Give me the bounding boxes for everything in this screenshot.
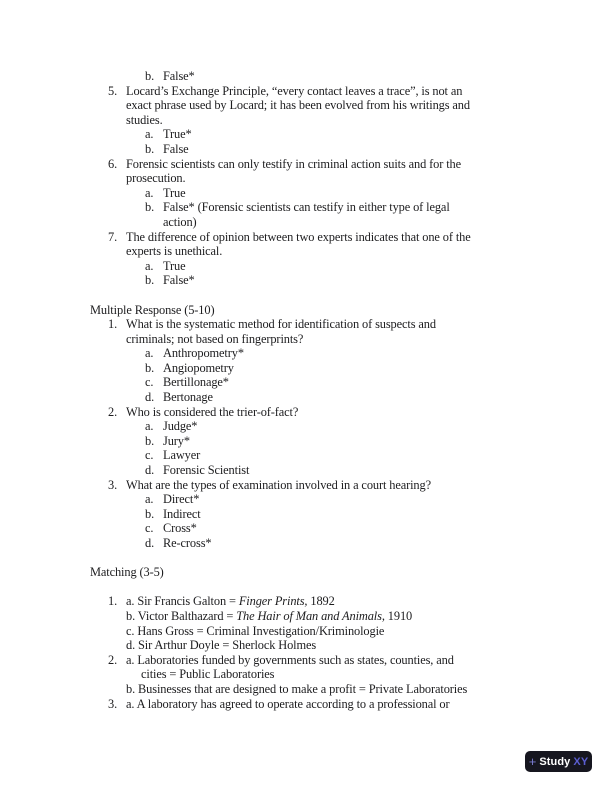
line-text: False* <box>163 69 195 83</box>
document-line <box>0 127 612 142</box>
document-line <box>0 390 612 405</box>
document-line <box>0 682 612 697</box>
line-text: b. Businesses that are designed to make a profit = Private Laboratories <box>126 681 468 696</box>
line-text: Anthropometry* <box>163 346 244 361</box>
line-text: 1892 <box>307 594 335 609</box>
document-line <box>0 215 612 230</box>
line-text: Forensic Scientist <box>163 463 250 478</box>
list-marker: 3. <box>108 477 118 492</box>
list-marker: 5. <box>108 83 118 98</box>
list-marker: d. <box>145 536 155 550</box>
list-marker: b. <box>145 433 155 448</box>
document-line <box>0 638 612 653</box>
list-marker: 3. <box>108 696 118 711</box>
list-marker: c. <box>145 375 154 390</box>
line-text: Re-cross* <box>163 536 212 550</box>
blank-line <box>0 551 612 566</box>
line-text: c. Hans Gross = Criminal Investigation/Kriminologie <box>126 623 385 638</box>
list-marker: c. <box>145 448 154 463</box>
line-text: a. A laboratory has agreed to operate according to a professional or <box>126 696 450 711</box>
list-marker: a. <box>145 492 154 507</box>
document-line <box>0 492 612 507</box>
line-text: action) <box>163 214 197 229</box>
document-line <box>0 113 612 128</box>
document-line <box>0 273 612 288</box>
line-text: What is the systematic method for identification of suspects and <box>126 317 436 332</box>
list-marker: a. <box>145 127 154 142</box>
book-title-text: The Hair of Man and Animals, <box>236 608 385 623</box>
document-line <box>0 244 612 259</box>
list-marker: a. <box>145 258 154 273</box>
document-line <box>0 171 612 186</box>
list-marker: c. <box>145 521 154 536</box>
document-line <box>0 375 612 390</box>
line-text: Matching (3-5) <box>90 565 164 580</box>
line-text: False* (Forensic scientists can testify in either type of legal <box>163 200 450 215</box>
line-text: Angiopometry <box>163 360 234 375</box>
document-line <box>0 230 612 245</box>
document-line <box>0 653 612 668</box>
document-line <box>0 259 612 274</box>
document-line <box>0 448 612 463</box>
document-line <box>0 624 612 639</box>
document-line <box>0 200 612 215</box>
line-text: Bertillonage* <box>163 375 229 390</box>
studyxy-logo-xy: XY <box>573 755 589 768</box>
list-marker: b. <box>145 141 155 156</box>
document-line <box>0 594 612 609</box>
document-line <box>0 361 612 376</box>
document-line <box>0 434 612 449</box>
document-line <box>0 463 612 478</box>
line-text: False* <box>163 273 195 288</box>
document-line <box>0 521 612 536</box>
line-text: studies. <box>126 112 163 127</box>
section-heading <box>0 303 612 318</box>
list-marker: a. <box>145 185 154 200</box>
blank-line <box>0 580 612 595</box>
document-line <box>0 697 612 712</box>
list-marker: 6. <box>108 156 118 171</box>
line-text: Lawyer <box>163 448 201 463</box>
list-marker: 1. <box>108 317 118 332</box>
document-line <box>0 84 612 99</box>
line-text: prosecution. <box>126 171 186 186</box>
line-text: Direct* <box>163 492 200 507</box>
document-line <box>0 186 612 201</box>
line-text: criminals; not based on fingerprints? <box>126 331 304 346</box>
line-text: a. Sir Francis Galton = <box>126 594 239 609</box>
line-text: a. Laboratories funded by governments such as states, counties, and <box>126 652 454 667</box>
document-line <box>0 609 612 624</box>
list-marker: d. <box>145 463 155 478</box>
line-text: Jury* <box>163 433 190 448</box>
document-line <box>0 142 612 157</box>
document-line <box>0 507 612 522</box>
book-title-text: Finger Prints, <box>238 594 308 609</box>
document-line <box>0 405 612 420</box>
plus-icon: + <box>528 753 537 769</box>
line-text: Indirect <box>163 506 201 521</box>
line-text: Judge* <box>163 419 198 434</box>
document-line <box>0 317 612 332</box>
section-heading <box>0 565 612 580</box>
blank-line <box>0 288 612 303</box>
list-marker: b. <box>145 360 155 375</box>
list-marker: 2. <box>108 404 118 419</box>
line-text: True <box>163 185 186 200</box>
line-text: exact phrase used by Locard; it has been evolved from his writings and <box>126 98 470 113</box>
list-marker: b. <box>145 69 155 83</box>
line-text: True <box>163 258 186 273</box>
line-text: Cross* <box>163 521 197 536</box>
list-marker: d. <box>145 390 155 405</box>
line-text: experts is unethical. <box>126 244 223 259</box>
list-marker: 2. <box>108 652 118 667</box>
line-text: d. Sir Arthur Doyle = Sherlock Holmes <box>126 638 317 653</box>
list-marker: a. <box>145 346 154 361</box>
line-text: True* <box>163 127 192 142</box>
line-text: b. Victor Balthazard = <box>126 608 237 623</box>
line-text: What are the types of examination involved in a court hearing? <box>126 477 431 492</box>
list-marker: 1. <box>108 594 118 609</box>
line-text: cities = Public Laboratories <box>141 667 275 682</box>
list-marker: 7. <box>108 229 118 244</box>
list-marker: b. <box>145 200 155 215</box>
document-line <box>0 419 612 434</box>
document-line <box>0 98 612 113</box>
line-text: The difference of opinion between two experts indicates that one of the <box>126 229 471 244</box>
document-line <box>0 346 612 361</box>
document-line <box>0 157 612 172</box>
document-line <box>0 69 612 84</box>
document-line <box>0 667 612 682</box>
line-text: Who is considered the trier-of-fact? <box>126 404 299 419</box>
line-text: Multiple Response (5-10) <box>90 302 215 317</box>
line-text: Forensic scientists can only testify in criminal action suits and for the <box>126 156 462 171</box>
list-marker: a. <box>145 419 154 434</box>
line-text: False <box>163 141 189 156</box>
document-body <box>0 69 612 711</box>
document-line <box>0 332 612 347</box>
studyxy-badge <box>525 751 592 772</box>
document-line <box>0 536 612 551</box>
document-line <box>0 478 612 493</box>
line-text: Locard’s Exchange Principle, “every contact leaves a trace”, is not an <box>126 83 463 98</box>
list-marker: b. <box>145 273 155 288</box>
list-marker: b. <box>145 506 155 521</box>
line-text: Bertonage <box>163 390 213 405</box>
line-text: 1910 <box>384 608 413 623</box>
studyxy-logo-study: Study <box>539 755 571 768</box>
